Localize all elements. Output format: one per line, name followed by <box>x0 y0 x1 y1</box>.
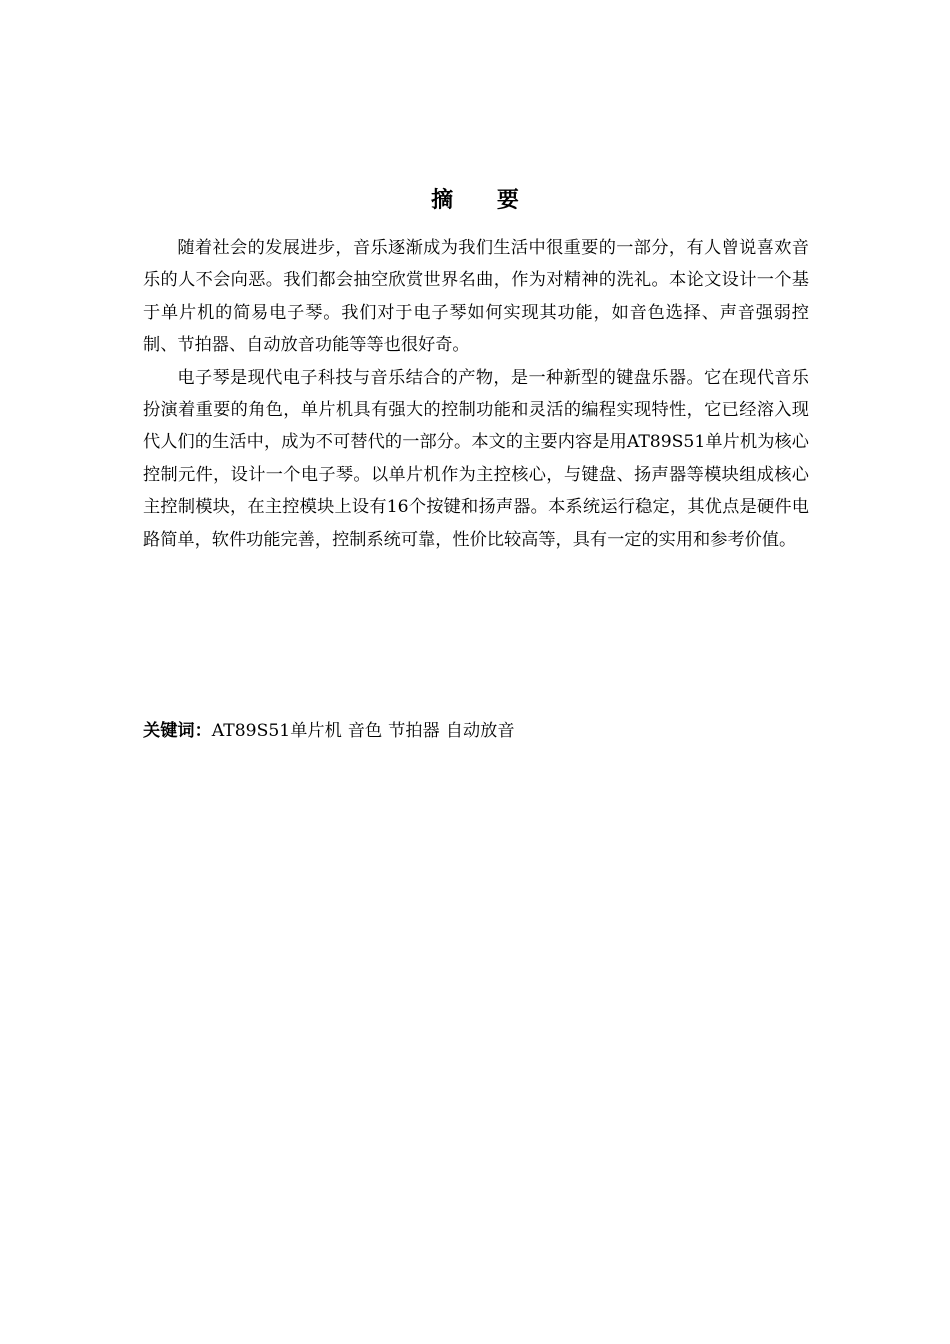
abstract-title: 摘 要 <box>431 188 537 213</box>
abstract-paragraph-2: 电子琴是现代电子科技与音乐结合的产物，是一种新型的键盘乐器。它在现代音乐扮演着重要的角色，单片机具有强大的控制功能和灵活的编程实现特性，它已经溶入现代人们的生活中，成为不可替代的一部分。本文的主要内容是用AT89S51单片机为核心控制元件，设计一个电子琴。以单片机作为主控核心，与键盘、扬声器等模块组成核心主控制模块，在主控模块上设有16个按键和扬声器。本系统运行稳定，其优点是硬件电路简单，软件功能完善，控制系统可靠，性价比较高等，具有一定的实用和参考价值。 <box>143 367 809 550</box>
keywords-label: 关键词： <box>143 721 212 741</box>
keyword-item: 节拍器 <box>388 721 440 741</box>
keyword-item: 自动放音 <box>445 721 515 741</box>
keyword-item: 音色 <box>347 721 383 741</box>
abstract-body <box>143 232 809 556</box>
abstract-paragraph-1: 随着社会的发展进步，音乐逐渐成为我们生活中很重要的一部分，有人曾说喜欢音乐的人不会向恶。我们都会抽空欣赏世界名曲，作为对精神的洗礼。本论文设计一个基于单片机的简易电子琴。我们对于电子琴如何实现其功能，如音色选择、声音强弱控制、节拍器、自动放音功能等等也很好奇。 <box>143 238 809 356</box>
keywords-line <box>143 718 809 744</box>
keyword-item: AT89S51单片机 <box>211 721 342 741</box>
